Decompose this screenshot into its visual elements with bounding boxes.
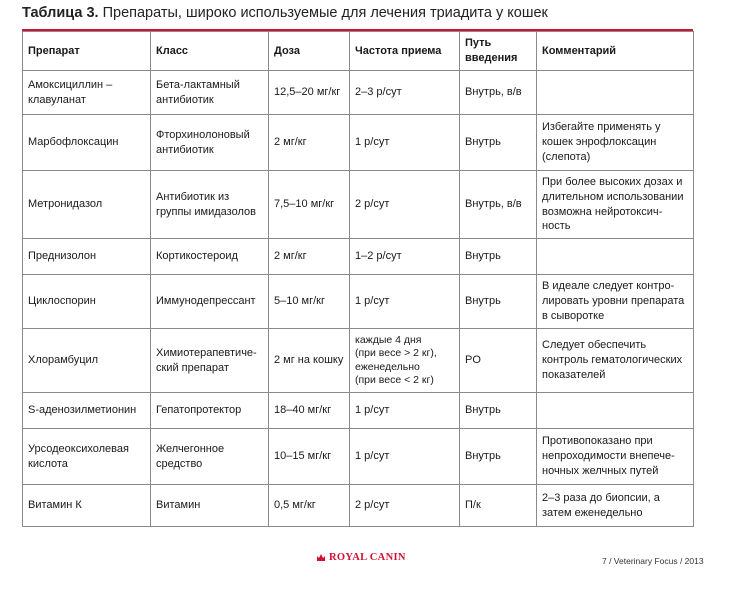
cell-route: PO	[460, 329, 537, 393]
cell-drug: Циклоспорин	[23, 275, 151, 329]
cell-frequency: каждые 4 дня (при весе > 2 кг), еженедельно (при весе < 2 кг)	[350, 329, 460, 393]
cell-drug: Амоксициллин – клавуланат	[23, 71, 151, 115]
cell-dose: 12,5–20 мг/кг	[269, 71, 350, 115]
crown-icon	[316, 553, 326, 562]
royal-canin-logo	[316, 552, 406, 563]
cell-comment: Противопоказано при непроходимости внепече- ночных желчных путей	[537, 429, 694, 485]
cell-frequency: 1–2 р/сут	[350, 239, 460, 275]
table-row	[23, 429, 694, 485]
cell-frequency: 1 р/сут	[350, 429, 460, 485]
cell-class: Гепатопротектор	[151, 393, 269, 429]
cell-class: Антибиотик из группы имидазолов	[151, 171, 269, 239]
cell-route: Внутрь, в/в	[460, 171, 537, 239]
header-dose: Доза	[269, 32, 350, 71]
table-row	[23, 115, 694, 171]
cell-route: Внутрь	[460, 393, 537, 429]
caption-prefix: Таблица 3.	[22, 5, 99, 21]
cell-route: Внутрь, в/в	[460, 71, 537, 115]
cell-frequency: 1 р/сут	[350, 275, 460, 329]
cell-comment: В идеале следует контро- лировать уровни препарата в сыворотке	[537, 275, 694, 329]
header-comment: Комментарий	[537, 32, 694, 71]
caption-text: Препараты, широко используемые для лечения триадита у кошек	[98, 5, 548, 21]
logo-text: ROYAL CANIN	[329, 552, 406, 563]
cell-drug: Витамин К	[23, 485, 151, 527]
cell-comment: Избегайте применять у кошек энрофлоксацин (слепота)	[537, 115, 694, 171]
page-reference: 7 / Veterinary Focus / 2013	[602, 556, 704, 566]
table-row	[23, 71, 694, 115]
cell-comment: Следует обеспечить контроль гематологических показателей	[537, 329, 694, 393]
cell-class: Химиотерапевтиче- ский препарат	[151, 329, 269, 393]
cell-route: Внутрь	[460, 239, 537, 275]
cell-comment: При более высоких дозах и длительном использовании возможна нейротоксич- ность	[537, 171, 694, 239]
table-row	[23, 485, 694, 527]
header-class: Класс	[151, 32, 269, 71]
cell-drug: Хлорамбуцил	[23, 329, 151, 393]
cell-route: Внутрь	[460, 429, 537, 485]
cell-dose: 10–15 мг/кг	[269, 429, 350, 485]
cell-dose: 7,5–10 мг/кг	[269, 171, 350, 239]
table-caption	[22, 5, 548, 21]
cell-class: Фторхинолоновый антибиотик	[151, 115, 269, 171]
cell-class: Желчегонное средство	[151, 429, 269, 485]
header-drug: Препарат	[23, 32, 151, 71]
cell-drug: Марбофлоксацин	[23, 115, 151, 171]
table-header-row	[23, 32, 694, 71]
cell-dose: 5–10 мг/кг	[269, 275, 350, 329]
table-row	[23, 329, 694, 393]
cell-dose: 18–40 мг/кг	[269, 393, 350, 429]
cell-class: Иммунодепрессант	[151, 275, 269, 329]
cell-drug: Урсодеоксихолевая кислота	[23, 429, 151, 485]
cell-dose: 2 мг/кг	[269, 239, 350, 275]
cell-drug: Преднизолон	[23, 239, 151, 275]
cell-frequency: 1 р/сут	[350, 393, 460, 429]
cell-frequency: 2 р/сут	[350, 485, 460, 527]
table-row	[23, 239, 694, 275]
header-frequency: Частота приема	[350, 32, 460, 71]
cell-comment: 2–3 раза до биопсии, а затем еженедельно	[537, 485, 694, 527]
cell-frequency: 2 р/сут	[350, 171, 460, 239]
cell-class: Витамин	[151, 485, 269, 527]
cell-comment	[537, 71, 694, 115]
cell-frequency: 1 р/сут	[350, 115, 460, 171]
cell-class: Бета-лактамный антибиотик	[151, 71, 269, 115]
cell-dose: 2 мг на кошку	[269, 329, 350, 393]
cell-drug: Метронидазол	[23, 171, 151, 239]
cell-dose: 2 мг/кг	[269, 115, 350, 171]
table-row	[23, 275, 694, 329]
cell-comment	[537, 239, 694, 275]
table-row	[23, 171, 694, 239]
cell-drug: S-аденозилметионин	[23, 393, 151, 429]
cell-route: Внутрь	[460, 115, 537, 171]
drug-table	[22, 31, 694, 527]
cell-dose: 0,5 мг/кг	[269, 485, 350, 527]
cell-route: П/к	[460, 485, 537, 527]
cell-route: Внутрь	[460, 275, 537, 329]
table-row	[23, 393, 694, 429]
header-route: Путь введения	[460, 32, 537, 71]
cell-class: Кортикостероид	[151, 239, 269, 275]
cell-comment	[537, 393, 694, 429]
cell-frequency: 2–3 р/сут	[350, 71, 460, 115]
